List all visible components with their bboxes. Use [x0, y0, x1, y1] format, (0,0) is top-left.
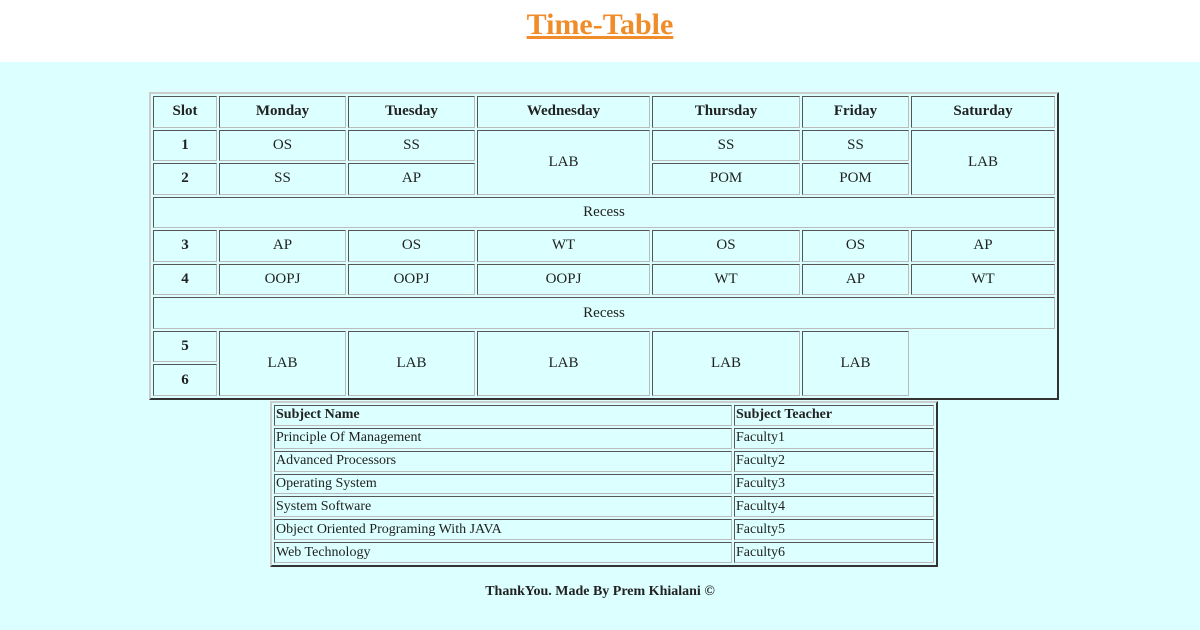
timetable-row — [153, 331, 1055, 363]
header-wednesday: Wednesday — [477, 96, 650, 128]
subject-teacher-cell: Faculty4 — [734, 496, 934, 517]
timetable-cell: SS — [652, 130, 800, 162]
subject-name-cell: Web Technology — [274, 542, 732, 563]
timetable-cell: OS — [219, 130, 346, 162]
table-row — [274, 474, 934, 495]
timetable-cell: WT — [477, 230, 650, 262]
page-title[interactable]: Time-Table — [526, 8, 674, 41]
timetable — [149, 92, 1059, 400]
slot-cell: 4 — [153, 264, 217, 296]
subject-teacher-cell: Faculty1 — [734, 428, 934, 449]
timetable-cell: SS — [802, 130, 909, 162]
table-row — [274, 451, 934, 472]
lab-cell: LAB — [652, 331, 800, 396]
footer-credit: ThankYou. Made By Prem Khialani © — [485, 584, 715, 599]
timetable-cell: OS — [802, 230, 909, 262]
lab-cell: LAB — [219, 331, 346, 396]
timetable-cell: AP — [802, 264, 909, 296]
timetable-cell: AP — [219, 230, 346, 262]
recess-cell: Recess — [153, 297, 1055, 329]
lab-cell: LAB — [477, 130, 650, 195]
slot-cell: 2 — [153, 163, 217, 195]
timetable-cell: AP — [911, 230, 1055, 262]
header-tuesday: Tuesday — [348, 96, 475, 128]
subject-name-cell: Principle Of Management — [274, 428, 732, 449]
timetable-row — [153, 264, 1055, 296]
timetable-header-row — [153, 96, 1055, 128]
slot-cell: 1 — [153, 130, 217, 162]
table-row — [274, 428, 934, 449]
header-monday: Monday — [219, 96, 346, 128]
recess-row — [153, 197, 1055, 229]
slot-cell: 3 — [153, 230, 217, 262]
slot-cell: 5 — [153, 331, 217, 363]
header-subject-teacher: Subject Teacher — [734, 405, 934, 426]
header-slot: Slot — [153, 96, 217, 128]
timetable-cell: OOPJ — [477, 264, 650, 296]
timetable-cell: OOPJ — [348, 264, 475, 296]
header-friday: Friday — [802, 96, 909, 128]
timetable-cell: POM — [652, 163, 800, 195]
timetable-cell: OOPJ — [219, 264, 346, 296]
subject-header-row — [274, 405, 934, 426]
subject-table — [270, 401, 938, 567]
timetable-cell: SS — [348, 130, 475, 162]
empty-cell — [911, 331, 1055, 396]
subject-teacher-cell: Faculty5 — [734, 519, 934, 540]
timetable-cell: WT — [911, 264, 1055, 296]
slot-cell: 6 — [153, 364, 217, 396]
header-saturday: Saturday — [911, 96, 1055, 128]
timetable-row — [153, 230, 1055, 262]
subject-teacher-cell: Faculty6 — [734, 542, 934, 563]
recess-cell: Recess — [153, 197, 1055, 229]
lab-cell: LAB — [911, 130, 1055, 195]
timetable-cell: OS — [348, 230, 475, 262]
timetable-cell: SS — [219, 163, 346, 195]
subject-teacher-cell: Faculty3 — [734, 474, 934, 495]
lab-cell: LAB — [477, 331, 650, 396]
timetable-row — [153, 130, 1055, 162]
table-row — [274, 519, 934, 540]
lab-cell: LAB — [348, 331, 475, 396]
subject-name-cell: Operating System — [274, 474, 732, 495]
timetable-cell: POM — [802, 163, 909, 195]
header-subject-name: Subject Name — [274, 405, 732, 426]
table-row — [274, 542, 934, 563]
table-row — [274, 496, 934, 517]
subject-name-cell: Advanced Processors — [274, 451, 732, 472]
subject-name-cell: Object Oriented Programing With JAVA — [274, 519, 732, 540]
timetable-cell: AP — [348, 163, 475, 195]
timetable-cell: OS — [652, 230, 800, 262]
timetable-cell: WT — [652, 264, 800, 296]
subject-name-cell: System Software — [274, 496, 732, 517]
lab-cell: LAB — [802, 331, 909, 396]
subject-teacher-cell: Faculty2 — [734, 451, 934, 472]
header-thursday: Thursday — [652, 96, 800, 128]
recess-row — [153, 297, 1055, 329]
